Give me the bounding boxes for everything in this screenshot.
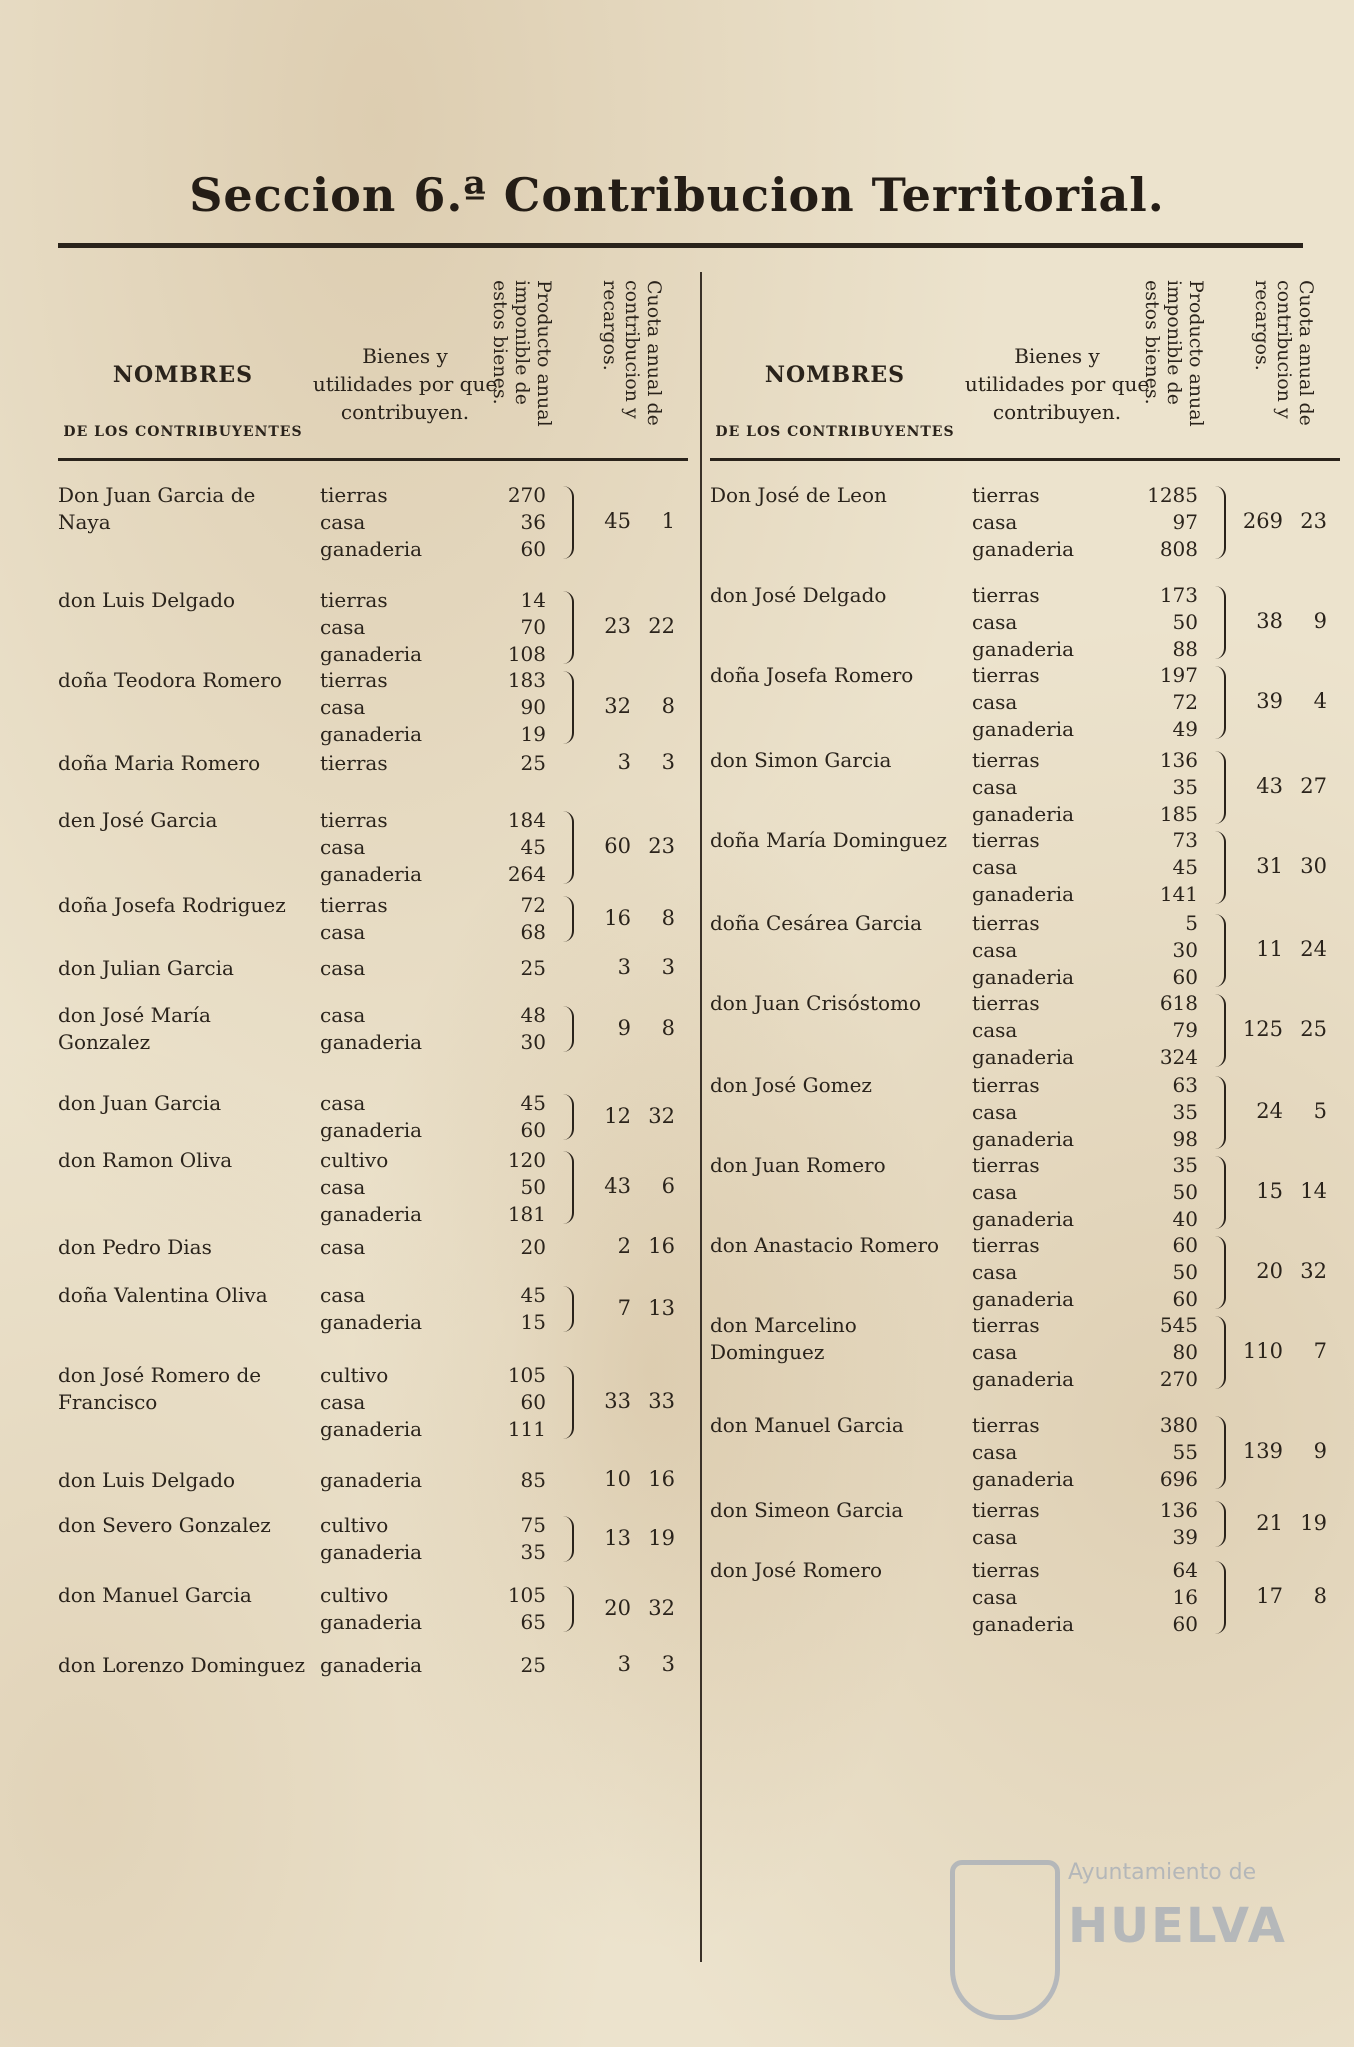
taxable-value: 20 <box>520 1235 546 1259</box>
annual-quota <box>573 1526 683 1550</box>
property-type: ganaderia <box>320 642 423 666</box>
quota-fraction: 9 <box>1313 1439 1327 1463</box>
contributor-name: don Manuel Garcia <box>710 1413 904 1437</box>
quota-fraction: 30 <box>1300 854 1327 878</box>
property-type: ganaderia <box>972 537 1075 561</box>
taxable-value: 111 <box>507 1417 546 1441</box>
taxable-value: 108 <box>507 642 546 666</box>
header-bienes: Bienes y utilidades por que contribuyen. <box>964 344 1150 424</box>
property-type: ganaderia <box>972 1612 1075 1636</box>
taxable-value: 19 <box>520 722 546 746</box>
taxable-value: 60 <box>1172 1233 1198 1257</box>
watermark-logo <box>940 1860 1340 2030</box>
property-type: tierras <box>972 748 1040 772</box>
taxable-value: 70 <box>520 615 546 639</box>
taxable-value: 55 <box>1172 1440 1198 1464</box>
contributor-name: don José Romero <box>710 1558 883 1582</box>
quota-main: 39 <box>1256 689 1283 713</box>
property-type: casa <box>972 938 1018 962</box>
left-table <box>58 272 688 1972</box>
contributor-name: don Luis Delgado <box>58 588 236 612</box>
taxable-value: 50 <box>520 1175 546 1199</box>
header-nombres: NOMBRES <box>112 362 254 388</box>
quota-main: 32 <box>604 694 631 718</box>
taxable-value: 105 <box>507 1363 546 1387</box>
annual-quota <box>1225 1179 1335 1203</box>
quota-fraction: 3 <box>661 1652 675 1676</box>
quota-fraction: 22 <box>648 614 675 638</box>
taxable-value: 185 <box>1159 802 1198 826</box>
taxable-value: 16 <box>1172 1585 1198 1609</box>
taxable-value: 808 <box>1159 537 1198 561</box>
quota-main: 269 <box>1242 509 1283 533</box>
annual-quota <box>1225 1439 1335 1463</box>
property-type: tierras <box>972 991 1040 1015</box>
annual-quota <box>573 1104 683 1128</box>
taxable-value: 25 <box>520 956 546 980</box>
taxable-value: 36 <box>520 510 546 534</box>
contributor-name: don Julian Garcia <box>58 956 234 980</box>
shield-icon <box>950 1860 1060 2020</box>
property-type: casa <box>972 690 1018 714</box>
property-type: ganaderia <box>972 637 1075 661</box>
contributor-name: don Pedro Dias <box>58 1235 212 1259</box>
taxable-value: 79 <box>1172 1018 1198 1042</box>
quota-fraction: 8 <box>661 694 675 718</box>
property-type: casa <box>972 610 1018 634</box>
contributor-name: don Anastacio Romero <box>710 1233 940 1257</box>
quota-main: 43 <box>604 1174 631 1198</box>
property-type: ganaderia <box>972 882 1075 906</box>
property-type: cultivo <box>320 1363 389 1387</box>
quota-main: 3 <box>617 1652 631 1676</box>
property-type: ganaderia <box>320 862 423 886</box>
contributor-name: doña Maria Romero <box>58 751 261 775</box>
property-type: casa <box>972 1180 1018 1204</box>
page-title: Seccion 6.ª Contribucion Territorial. <box>189 168 1165 222</box>
quota-fraction: 4 <box>1313 689 1327 713</box>
taxable-value: 15 <box>520 1310 546 1334</box>
quota-main: 7 <box>617 1295 631 1320</box>
property-type: tierras <box>972 583 1040 607</box>
contributor-name: don Lorenzo Dominguez <box>58 1653 305 1677</box>
annual-quota <box>1225 1017 1335 1041</box>
taxable-value: 85 <box>520 1468 546 1492</box>
property-type: cultivo <box>320 1148 389 1172</box>
taxable-value: 65 <box>520 1610 546 1634</box>
annual-quota <box>573 1234 683 1258</box>
property-type: ganaderia <box>972 1467 1075 1491</box>
taxable-value: 72 <box>520 893 546 917</box>
property-type: casa <box>972 1525 1018 1549</box>
taxable-value: 25 <box>520 751 546 775</box>
quota-fraction: 14 <box>1300 1179 1327 1203</box>
contributor-name: don José María Gonzalez <box>58 1003 211 1054</box>
quota-main: 23 <box>604 614 631 638</box>
annual-quota <box>573 1652 683 1676</box>
taxable-value: 545 <box>1159 1313 1198 1337</box>
quota-fraction: 1 <box>661 509 675 533</box>
property-type: casa <box>972 855 1018 879</box>
quota-main: 125 <box>1242 1017 1283 1041</box>
header-rule <box>710 458 1340 461</box>
property-type: casa <box>320 1175 366 1199</box>
contributor-name: don Marcelino Dominguez <box>710 1313 857 1364</box>
quota-main: 33 <box>604 1389 631 1413</box>
property-type: ganaderia <box>972 1287 1075 1311</box>
taxable-value: 324 <box>1159 1045 1198 1069</box>
annual-quota <box>573 1016 683 1040</box>
property-type: tierras <box>972 1153 1040 1177</box>
annual-quota <box>1225 1339 1335 1363</box>
property-type: ganaderia <box>320 1310 423 1334</box>
taxable-value: 105 <box>507 1583 546 1607</box>
quota-fraction: 19 <box>1300 1510 1327 1535</box>
taxable-value: 45 <box>1172 855 1198 879</box>
annual-quota <box>1225 1511 1335 1535</box>
header-nombres: NOMBRES <box>764 362 906 388</box>
contributor-name: don Ramon Oliva <box>58 1148 233 1172</box>
contributor-name: doña Teodora Romero <box>58 668 282 692</box>
property-type: tierras <box>320 808 388 832</box>
taxable-value: 97 <box>1172 510 1198 534</box>
title-rule <box>58 243 1303 248</box>
contributor-name: don Simon Garcia <box>710 748 892 772</box>
contributor-name: doña Josefa Rodriguez <box>58 893 286 917</box>
property-type: tierras <box>972 911 1040 935</box>
contributor-name: Don Juan Garcia de Naya <box>58 483 256 534</box>
contributor-name: don Juan Garcia <box>58 1091 222 1115</box>
taxable-value: 136 <box>1159 1498 1198 1522</box>
taxable-value: 39 <box>1172 1525 1198 1549</box>
annual-quota <box>573 1596 683 1620</box>
quota-fraction: 13 <box>648 1295 675 1320</box>
taxable-value: 45 <box>520 1091 546 1115</box>
taxable-value: 25 <box>520 1653 546 1677</box>
quota-fraction: 16 <box>648 1467 675 1491</box>
taxable-value: 184 <box>507 808 546 832</box>
taxable-value: 64 <box>1172 1558 1198 1582</box>
property-type: casa <box>972 775 1018 799</box>
contributor-name: doña Cesárea Garcia <box>710 911 922 935</box>
header-bienes: Bienes y utilidades por que contribuyen. <box>312 344 498 424</box>
taxable-value: 80 <box>1172 1340 1198 1364</box>
property-type: ganaderia <box>972 1045 1075 1069</box>
taxable-value: 270 <box>1159 1367 1198 1391</box>
annual-quota <box>573 1389 683 1413</box>
taxable-value: 49 <box>1172 717 1198 741</box>
taxable-value: 141 <box>1159 882 1198 906</box>
property-type: casa <box>320 835 366 859</box>
property-type: ganaderia <box>320 1030 423 1054</box>
header-cuota: Cuota anual de contribucion y recargos. <box>1251 280 1317 426</box>
annual-quota <box>573 509 683 533</box>
property-type: cultivo <box>320 1583 389 1607</box>
taxable-value: 35 <box>1172 775 1198 799</box>
watermark-sub: Ayuntamiento de <box>1068 1860 1257 1885</box>
quota-fraction: 23 <box>1300 509 1327 533</box>
quota-main: 139 <box>1242 1439 1283 1463</box>
taxable-value: 98 <box>1172 1127 1198 1151</box>
quota-fraction: 6 <box>661 1174 675 1198</box>
property-type: ganaderia <box>320 1653 423 1677</box>
taxable-value: 60 <box>520 537 546 561</box>
taxable-value: 136 <box>1159 748 1198 772</box>
contributor-name: don Juan Crisóstomo <box>710 991 922 1015</box>
contributor-name: doña Josefa Romero <box>710 663 914 687</box>
quota-main: 9 <box>617 1015 631 1040</box>
property-type: ganaderia <box>320 1202 423 1226</box>
annual-quota <box>573 834 683 858</box>
quota-fraction: 23 <box>648 834 675 858</box>
quota-main: 17 <box>1256 1584 1283 1608</box>
taxable-value: 181 <box>507 1202 546 1226</box>
property-type: casa <box>972 1018 1018 1042</box>
quota-main: 60 <box>604 834 631 858</box>
quota-fraction: 19 <box>648 1525 675 1550</box>
contributor-name: don Simeon Garcia <box>710 1498 904 1522</box>
taxable-value: 50 <box>1172 1260 1198 1284</box>
quota-main: 11 <box>1256 937 1283 961</box>
annual-quota <box>573 1296 683 1320</box>
taxable-value: 197 <box>1159 663 1198 687</box>
contributor-name: don José Romero de Francisco <box>58 1363 262 1414</box>
property-type: tierras <box>972 1498 1040 1522</box>
quota-main: 2 <box>617 1234 631 1258</box>
taxable-value: 183 <box>507 668 546 692</box>
property-type: casa <box>972 1100 1018 1124</box>
annual-quota <box>573 906 683 930</box>
taxable-value: 50 <box>1172 610 1198 634</box>
taxable-value: 60 <box>1172 1612 1198 1636</box>
quota-fraction: 33 <box>648 1389 675 1413</box>
property-type: casa <box>320 1283 366 1307</box>
property-type: ganaderia <box>320 722 423 746</box>
taxable-value: 380 <box>1159 1413 1198 1437</box>
right-table-header <box>710 272 1340 462</box>
taxable-value: 14 <box>520 588 546 612</box>
property-type: tierras <box>972 1313 1040 1337</box>
property-type: ganaderia <box>972 1367 1075 1391</box>
taxable-value: 60 <box>1172 965 1198 989</box>
property-type: casa <box>320 1390 366 1414</box>
property-type: ganaderia <box>320 1468 423 1492</box>
property-type: ganaderia <box>320 1118 423 1142</box>
taxable-value: 30 <box>1172 938 1198 962</box>
property-type: tierras <box>972 828 1040 852</box>
taxable-value: 40 <box>1172 1207 1198 1231</box>
contributor-name: don Juan Romero <box>710 1153 886 1177</box>
taxable-value: 270 <box>507 483 546 507</box>
annual-quota <box>1225 774 1335 798</box>
quota-fraction: 32 <box>1300 1259 1327 1283</box>
property-type: tierras <box>972 1413 1040 1437</box>
quota-main: 20 <box>1256 1259 1283 1283</box>
taxable-value: 35 <box>520 1540 546 1564</box>
header-de-los-contribuyentes: DE LOS CONTRIBUYENTES <box>715 424 955 440</box>
quota-fraction: 24 <box>1300 937 1327 961</box>
quota-main: 110 <box>1242 1339 1283 1363</box>
quota-main: 21 <box>1256 1510 1283 1535</box>
quota-main: 3 <box>617 750 631 774</box>
contributor-name: doña Valentina Oliva <box>58 1283 268 1307</box>
taxable-value: 618 <box>1159 991 1198 1015</box>
taxable-value: 60 <box>1172 1287 1198 1311</box>
property-type: ganaderia <box>320 1610 423 1634</box>
taxable-value: 35 <box>1172 1100 1198 1124</box>
taxable-value: 88 <box>1172 637 1198 661</box>
property-type: casa <box>320 1091 366 1115</box>
taxable-value: 35 <box>1172 1153 1198 1177</box>
quota-fraction: 27 <box>1300 774 1327 798</box>
quota-main: 15 <box>1256 1179 1283 1203</box>
property-type: tierras <box>320 483 388 507</box>
taxable-value: 60 <box>520 1390 546 1414</box>
annual-quota <box>1225 1099 1335 1123</box>
property-type: casa <box>972 1585 1018 1609</box>
taxable-value: 120 <box>507 1148 546 1172</box>
watermark-main: HUELVA <box>1068 1898 1287 1954</box>
quota-main: 31 <box>1256 854 1283 878</box>
property-type: ganaderia <box>972 1207 1075 1231</box>
taxable-value: 173 <box>1159 583 1198 607</box>
property-type: tierras <box>972 663 1040 687</box>
property-type: casa <box>972 1440 1018 1464</box>
contributor-name: don Manuel Garcia <box>58 1583 252 1607</box>
taxable-value: 75 <box>520 1513 546 1537</box>
property-type: ganaderia <box>972 965 1075 989</box>
contributor-name: den José Garcia <box>58 808 218 832</box>
property-type: casa <box>320 920 366 944</box>
property-type: casa <box>320 615 366 639</box>
annual-quota <box>1225 937 1335 961</box>
quota-fraction: 8 <box>661 905 675 930</box>
quota-fraction: 5 <box>1313 1099 1327 1123</box>
contributor-name: don Luis Delgado <box>58 1468 236 1492</box>
property-type: tierras <box>320 668 388 692</box>
annual-quota <box>1225 689 1335 713</box>
quota-main: 43 <box>1256 774 1283 798</box>
quota-main: 13 <box>604 1525 631 1550</box>
taxable-value: 48 <box>520 1003 546 1027</box>
taxable-value: 50 <box>1172 1180 1198 1204</box>
contributor-name: Don José de Leon <box>710 483 887 507</box>
quota-fraction: 8 <box>661 1015 675 1040</box>
property-type: casa <box>972 510 1018 534</box>
property-type: tierras <box>972 483 1040 507</box>
annual-quota <box>1225 1584 1335 1608</box>
property-type: casa <box>972 1340 1018 1364</box>
quota-main: 12 <box>604 1103 631 1128</box>
quota-fraction: 3 <box>661 955 675 979</box>
annual-quota <box>573 614 683 638</box>
column-divider <box>700 272 702 1962</box>
property-type: ganaderia <box>320 537 423 561</box>
taxable-value: 5 <box>1185 911 1198 935</box>
quota-fraction: 32 <box>648 1595 675 1620</box>
property-type: casa <box>972 1260 1018 1284</box>
contributor-name: don Severo Gonzalez <box>58 1513 271 1537</box>
quota-main: 38 <box>1256 609 1283 633</box>
property-type: tierras <box>972 1073 1040 1097</box>
taxable-value: 90 <box>520 695 546 719</box>
quota-main: 20 <box>604 1595 631 1620</box>
property-type: casa <box>320 1003 366 1027</box>
header-cuota: Cuota anual de contribucion y recargos. <box>599 280 665 426</box>
quota-fraction: 16 <box>648 1234 675 1258</box>
taxable-value: 72 <box>1172 690 1198 714</box>
contributor-name: doña María Dominguez <box>710 828 948 852</box>
taxable-value: 264 <box>507 862 546 886</box>
annual-quota <box>1225 1259 1335 1283</box>
taxable-value: 45 <box>520 835 546 859</box>
property-type: ganaderia <box>972 1127 1075 1151</box>
property-type: cultivo <box>320 1513 389 1537</box>
property-type: casa <box>320 956 366 980</box>
annual-quota <box>1225 854 1335 878</box>
taxable-value: 63 <box>1172 1073 1198 1097</box>
annual-quota <box>573 1467 683 1491</box>
quota-fraction: 7 <box>1313 1339 1327 1363</box>
right-table <box>710 272 1340 1972</box>
quota-fraction: 32 <box>648 1103 675 1128</box>
header-rule <box>58 458 688 461</box>
taxable-value: 696 <box>1159 1467 1198 1491</box>
annual-quota <box>573 955 683 979</box>
quota-main: 10 <box>604 1467 631 1491</box>
property-type: tierras <box>320 588 388 612</box>
property-type: casa <box>320 1235 366 1259</box>
quota-fraction: 3 <box>661 750 675 774</box>
taxable-value: 60 <box>520 1118 546 1142</box>
quota-fraction: 8 <box>1313 1584 1327 1608</box>
contributor-name: don José Gomez <box>710 1073 872 1097</box>
taxable-value: 68 <box>520 920 546 944</box>
quota-main: 16 <box>604 905 631 930</box>
property-type: ganaderia <box>320 1417 423 1441</box>
annual-quota <box>1225 609 1335 633</box>
left-table-header <box>58 272 688 462</box>
quota-main: 45 <box>604 509 631 533</box>
taxable-value: 1285 <box>1147 483 1198 507</box>
header-de-los-contribuyentes: DE LOS CONTRIBUYENTES <box>63 424 303 440</box>
taxable-value: 30 <box>520 1030 546 1054</box>
header-producto: Producto anual imponible de estos bienes. <box>1141 280 1207 427</box>
quota-main: 3 <box>617 955 631 979</box>
property-type: ganaderia <box>972 802 1075 826</box>
taxable-value: 73 <box>1172 828 1198 852</box>
annual-quota <box>1225 509 1335 533</box>
contributor-name: don José Delgado <box>710 583 887 607</box>
quota-fraction: 9 <box>1313 609 1327 633</box>
property-type: casa <box>320 695 366 719</box>
property-type: tierras <box>320 751 388 775</box>
property-type: casa <box>320 510 366 534</box>
property-type: tierras <box>972 1233 1040 1257</box>
property-type: tierras <box>320 893 388 917</box>
header-producto: Producto anual imponible de estos bienes. <box>489 280 555 427</box>
annual-quota <box>573 694 683 718</box>
annual-quota <box>573 750 683 774</box>
taxable-value: 45 <box>520 1283 546 1307</box>
quota-fraction: 25 <box>1300 1017 1327 1041</box>
property-type: tierras <box>972 1558 1040 1582</box>
annual-quota <box>573 1174 683 1198</box>
property-type: ganaderia <box>320 1540 423 1564</box>
quota-main: 24 <box>1256 1099 1283 1123</box>
property-type: ganaderia <box>972 717 1075 741</box>
